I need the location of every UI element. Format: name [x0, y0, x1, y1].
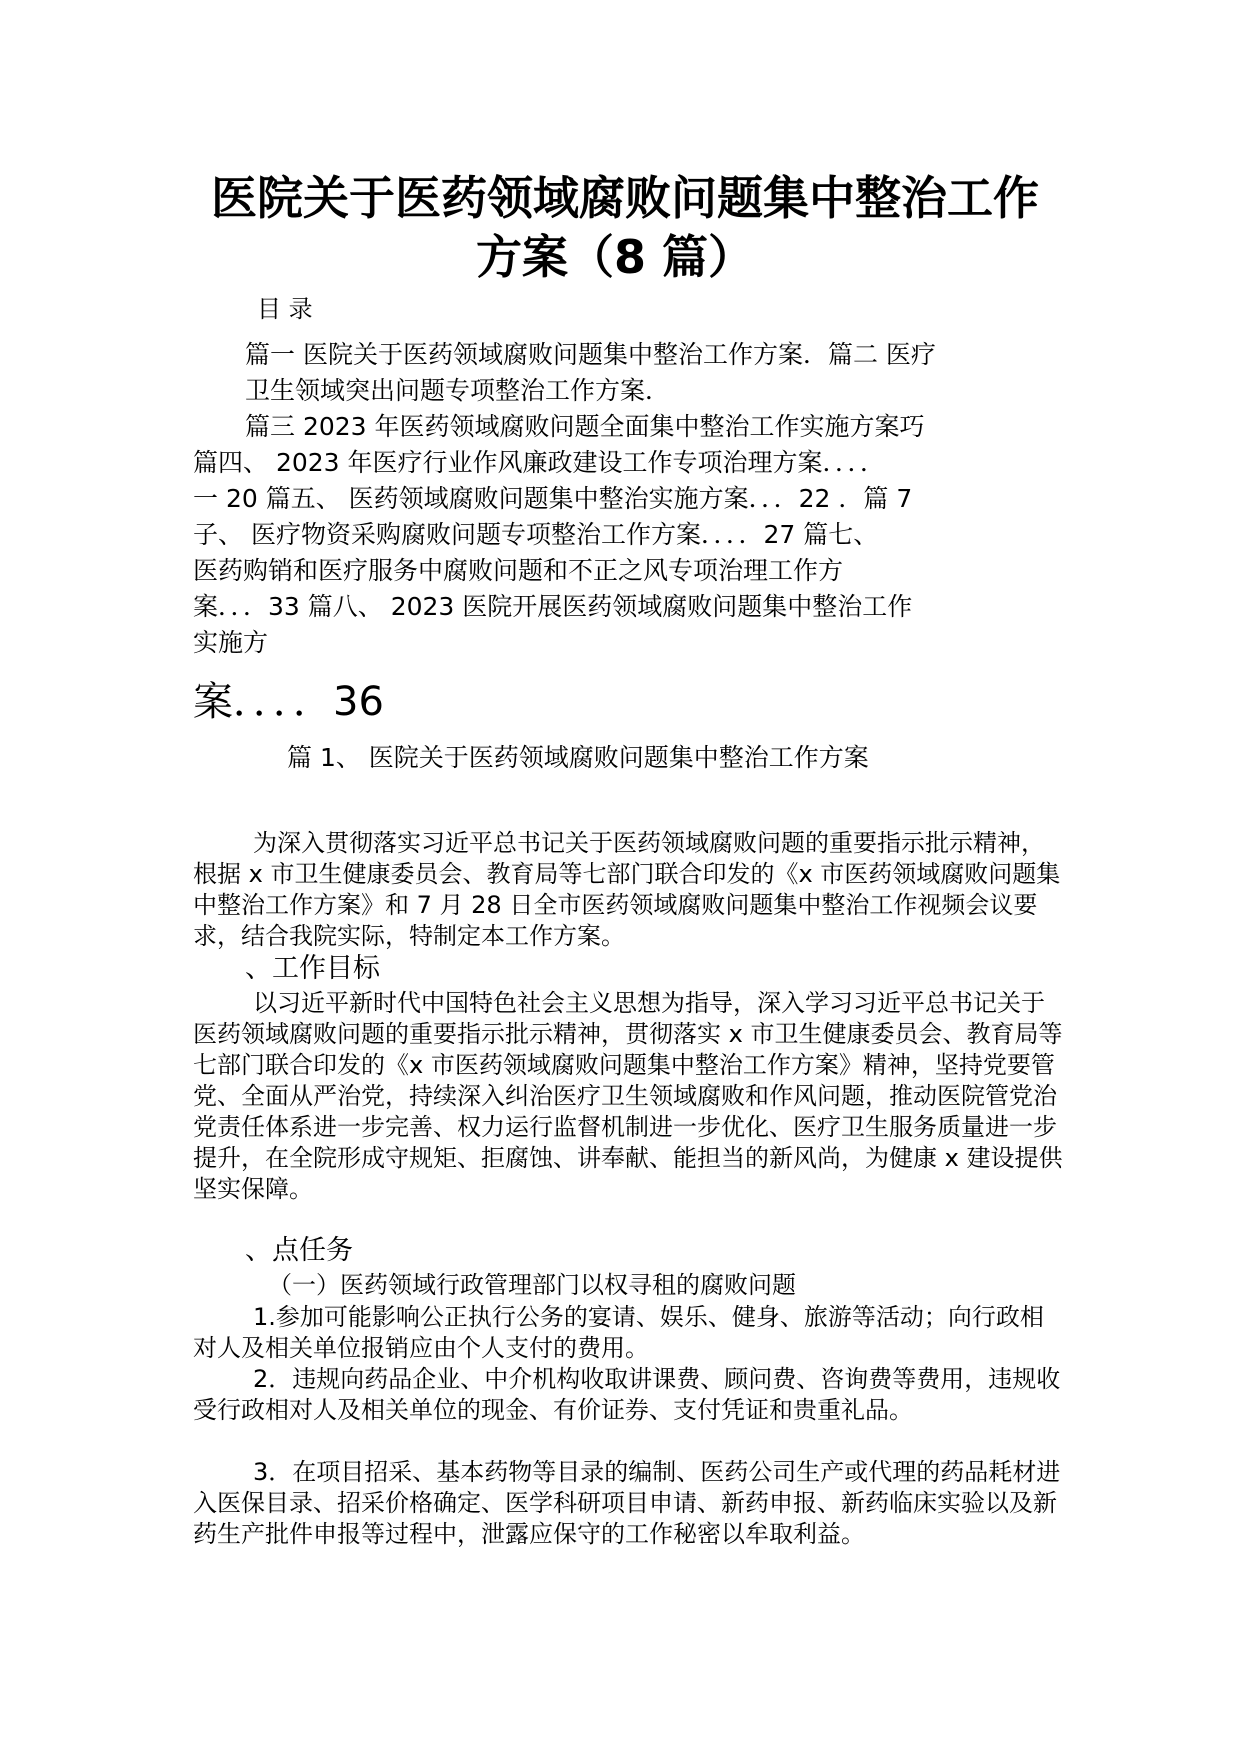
heading-key-tasks: 、点任务	[245, 1235, 353, 1266]
toc-line: 医药购销和医疗服务中腐败问题和不正之风专项治理工作方	[193, 556, 844, 585]
task-item-2: 2．违规向药品企业、中介机构收取讲课费、顾问费、咨询费等费用，违规收受行政相对人及相关单位的现金、有价证券、支付凭证和贵重礼品。	[193, 1365, 1061, 1424]
toc-heading: 目 录	[257, 295, 313, 323]
toc-line: 卫生领域突出问题专项整治工作方案．	[245, 376, 671, 405]
toc-line: 篇一 医院关于医药领域腐败问题集中整治工作方案．篇二 医疗	[245, 340, 936, 369]
subheading-1: （一）医药领域行政管理部门以权寻租的腐败问题	[268, 1271, 796, 1299]
toc-last-line: 案．．．．36	[193, 679, 384, 725]
toc-line: 一 20 篇五、 医药领域腐败问题集中整治实施方案．．．22 ．篇 7	[193, 484, 913, 513]
toc-line: 实施方	[193, 628, 269, 657]
section-title: 篇 1、 医院关于医药领域腐败问题集中整治工作方案	[287, 743, 869, 772]
toc-line: 案．．．33 篇八、 2023 医院开展医药领域腐败问题集中整治工作	[193, 592, 913, 621]
document-title-line-1: 医院关于医药领域腐败问题集中整治工作	[211, 171, 1039, 225]
intro-paragraph: 为深入贯彻落实习近平总书记关于医药领域腐败问题的重要指示批示精神，根据 x 市卫生健康委员会、教育局等七部门联合印发的《x 市医药领域腐败问题集中整治工作方案》和 7 月 28 日全市医药领域腐败问题集中整治工作视频会议要求，结合我院实际，特制定本工作方案。	[193, 829, 1061, 950]
heading-work-goal: 、工作目标	[245, 953, 380, 984]
document-title-line-2: 方案（8 篇）	[476, 230, 755, 284]
toc-line: 篇四、 2023 年医疗行业作风廉政建设工作专项治理方案．．．．	[193, 448, 886, 477]
toc-line: 篇三 2023 年医药领域腐败问题全面集中整治工作实施方案巧	[245, 412, 925, 441]
toc-line: 子、 医疗物资采购腐败问题专项整治工作方案．．．．27 篇七、	[193, 520, 879, 549]
goal-paragraph: 以习近平新时代中国特色社会主义思想为指导，深入学习习近平总书记关于医药领域腐败问题的重要指示批示精神，贯彻落实 x 市卫生健康委员会、教育局等七部门联合印发的《x 市医药领域腐败问题集中整治工作方案》精神，坚持党要管党、全面从严治党，持续深入纠治医疗卫生领域腐败和作风问题，推动医院管党治党责任体系进一步完善、权力运行监督机制进一步优化、医疗卫生服务质量进一步提升，在全院形成守规矩、拒腐蚀、讲奉献、能担当的新风尚，为健康 x 建设提供坚实保障。	[193, 989, 1063, 1203]
task-item-3: 3．在项目招采、基本药物等目录的编制、医药公司生产或代理的药品耗材进入医保目录、招采价格确定、医学科研项目申请、新药申报、新药临床实验以及新药生产批件申报等过程中，泄露应保守的工作秘密以牟取利益。	[193, 1458, 1061, 1548]
task-item-1: 1.参加可能影响公正执行公务的宴请、娱乐、健身、旅游等活动；向行政相对人及相关单位报销应由个人支付的费用。	[193, 1303, 1044, 1362]
